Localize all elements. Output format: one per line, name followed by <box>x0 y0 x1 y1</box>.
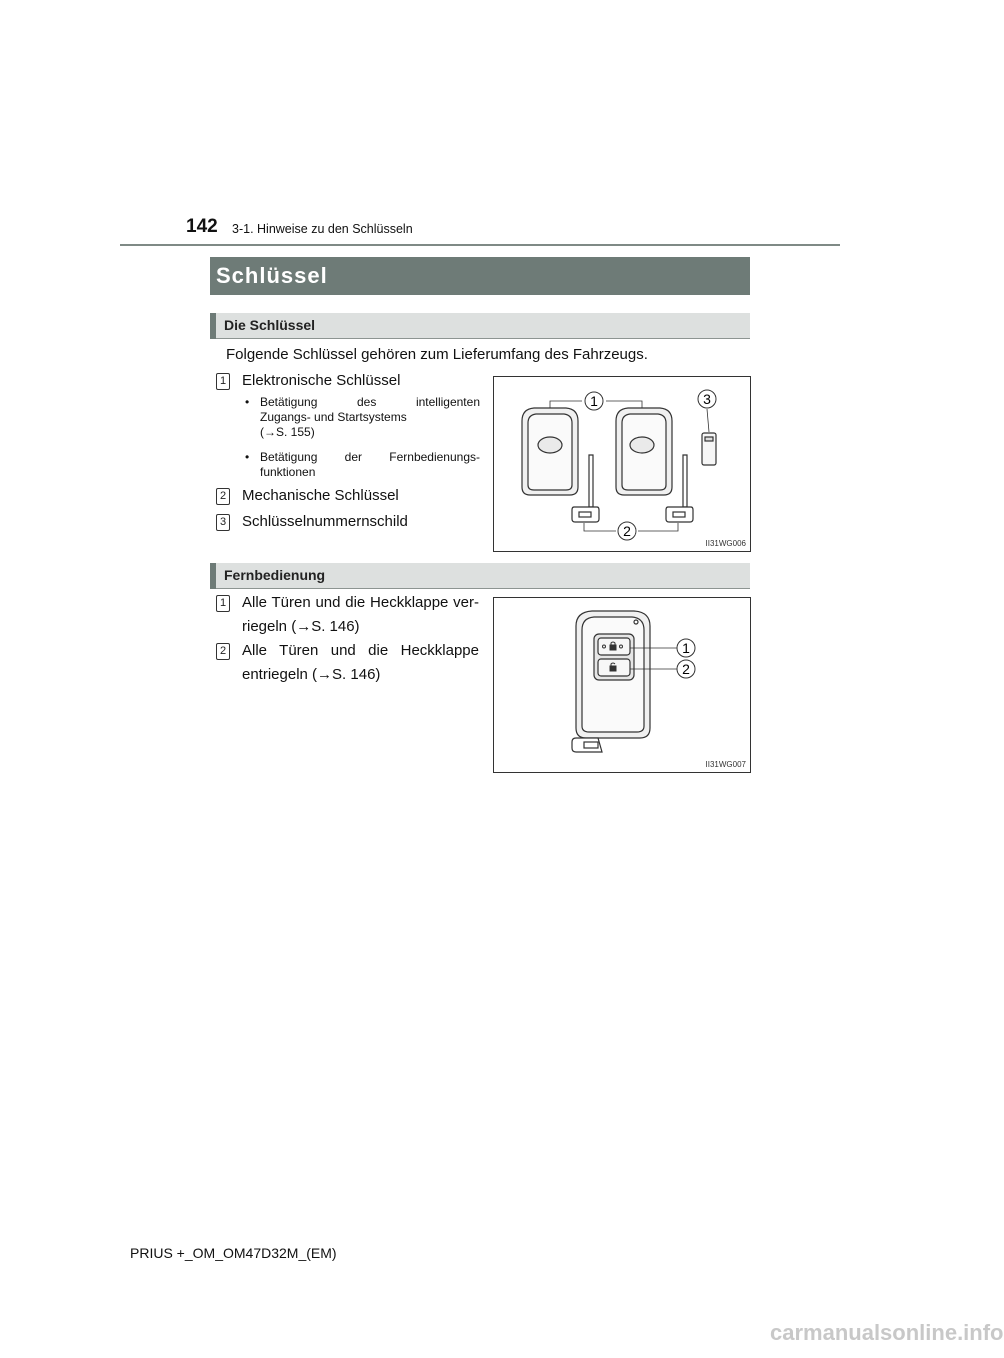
bullet-text-line1: Betätigung der Fernbedienungs- <box>260 450 480 464</box>
footer-doc-code: PRIUS +_OM_OM47D32M_(EM) <box>130 1245 337 1261</box>
section-title: Schlüssel <box>216 263 328 288</box>
subheading-keys-title: Die Schlüssel <box>224 317 316 333</box>
bullet-text-line2: Zugangs- und Startsystems <box>260 410 407 424</box>
callout-2 <box>677 660 695 678</box>
callout-1 <box>677 639 695 657</box>
item-lock-doors <box>242 591 479 639</box>
page-number: 142 <box>186 216 218 237</box>
item-number-badge: 2 <box>216 488 230 505</box>
electronic-key-left <box>522 408 599 522</box>
subheading-accent <box>210 313 216 339</box>
keys-intro: Folgende Schlüssel gehören zum Lieferumfang des Fahrzeugs. <box>226 346 648 363</box>
item-number-badge: 2 <box>216 643 230 660</box>
header-divider <box>120 244 840 246</box>
callout-3 <box>698 390 716 408</box>
item-number-badge: 1 <box>216 373 230 390</box>
subheading-accent <box>210 563 216 589</box>
unlock-icon <box>610 666 616 671</box>
keys-figure <box>493 376 751 552</box>
svg-text:1: 1 <box>590 393 598 409</box>
figure-code: II31WG007 <box>705 760 746 769</box>
subheading-remote-title: Fernbedienung <box>224 567 326 583</box>
bullet-dot: • <box>245 395 250 409</box>
svg-text:3: 3 <box>703 391 711 407</box>
remote-key-body <box>572 611 650 752</box>
bullet-item <box>245 450 480 480</box>
item-mechanical-keys: Mechanische Schlüssel <box>242 487 399 504</box>
bullet-item <box>245 395 480 440</box>
chapter-title: 3-1. Hinweise zu den Schlüsseln <box>232 222 413 236</box>
watermark: carmanualsonline.info <box>770 1320 1004 1345</box>
callout-1 <box>585 392 603 410</box>
bullet-text-line1: Betätigung des intelligenten <box>260 395 480 409</box>
subheading-remote <box>210 563 750 589</box>
remote-illustration <box>494 598 750 772</box>
item-unlock-doors <box>242 639 479 687</box>
subheading-keys <box>210 313 750 339</box>
svg-text:2: 2 <box>623 523 631 539</box>
bullet-text-line2: funktionen <box>260 465 316 479</box>
svg-text:2: 2 <box>682 661 690 677</box>
item-lock-line1: Alle Türen und die Heckklappe ver- <box>242 594 479 611</box>
item-electronic-keys: Elektronische Schlüssel <box>242 372 401 389</box>
bullet-dot: • <box>245 450 250 464</box>
lock-icon <box>610 645 616 650</box>
svg-text:1: 1 <box>682 640 690 656</box>
keys-illustration <box>494 377 750 551</box>
remote-figure <box>493 597 751 773</box>
item-number-badge: 1 <box>216 595 230 612</box>
item-key-number-plate: Schlüsselnummernschild <box>242 513 408 530</box>
item-unlock-line2: entriegeln (→S. 146) <box>242 666 381 683</box>
item-number-badge: 3 <box>216 514 230 531</box>
item-lock-line2: riegeln (→S. 146) <box>242 618 360 635</box>
key-number-plate <box>702 433 716 465</box>
callout-2 <box>618 522 636 540</box>
bullet-text-line3: (→S. 155) <box>260 425 315 439</box>
item-unlock-line1: Alle Türen und die Heckklappe <box>242 642 479 659</box>
electronic-key-right <box>616 408 693 522</box>
figure-code: II31WG006 <box>705 539 746 548</box>
